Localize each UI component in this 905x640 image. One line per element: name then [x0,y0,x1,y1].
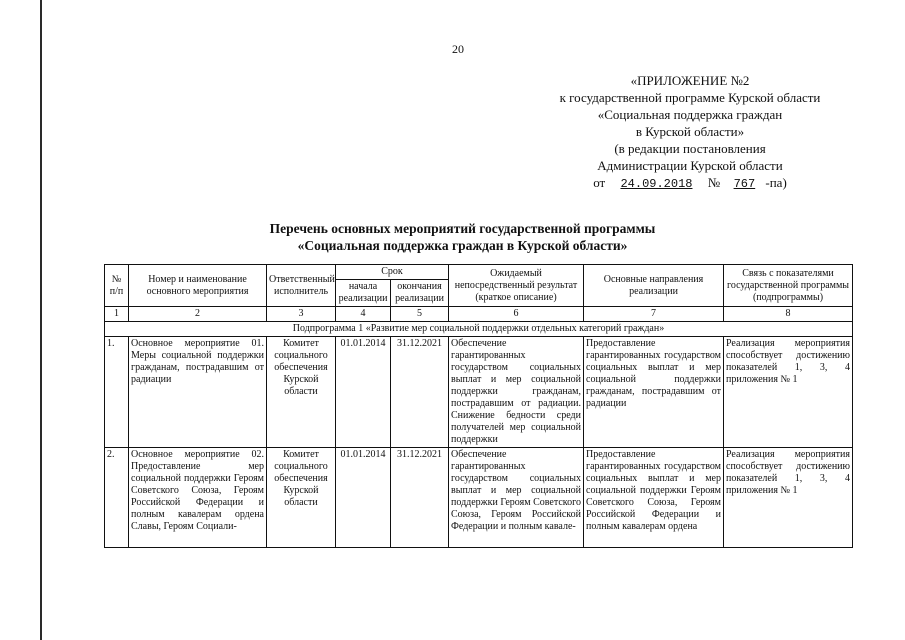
column-numbers-row [105,307,853,322]
title-line-1: Перечень основных мероприятий государственной программы [269,221,656,236]
row-expected: Обеспечение гарантированных государством социальных выплат и мер социальной поддержки Героям Советского Союза, Героям Российской Федерации и полным кавале- [449,448,584,548]
row-num: 2. [105,448,129,548]
header-name: Номер и наименование основного мероприятия [129,265,267,307]
row-name: Основное мероприятие 01. Меры социальной поддержки гражданам, пострадавшим от радиации [129,337,267,448]
appendix-line: в Курской области» [635,124,745,139]
resolution-suffix: -па) [765,175,787,190]
column-number: 8 [724,307,853,322]
table-row [105,337,853,448]
title-line-2: «Социальная поддержка граждан в Курской области» [297,238,628,253]
row-link: Реализация мероприятия способствует достижению показателей 1, 3, 4 приложения № 1 [724,448,853,548]
header-num: № п/п [105,265,129,307]
row-directions: Предоставление гарантированных государством социальных выплат и мер социальной поддержки гражданам, пострадавшим от радиации [584,337,724,448]
number-label: № [707,175,721,190]
measures-table [104,264,853,548]
column-number: 4 [336,307,391,322]
header-end: окончания реализации [391,280,449,307]
header-responsible: Ответственный исполнитель [267,265,336,307]
column-number: 7 [584,307,724,322]
resolution-number: 767 [733,177,756,191]
appendix-line: (в редакции постановления [614,141,766,156]
row-start: 01.01.2014 [336,337,391,448]
document-title [200,220,725,254]
appendix-header [540,72,840,193]
table-row [105,448,853,548]
column-number: 1 [105,307,129,322]
row-num: 1. [105,337,129,448]
binder-line [40,0,42,640]
header-directions: Основные направления реализации [584,265,724,307]
row-link: Реализация мероприятия способствует достижению показателей 1, 3, 4 приложения № 1 [724,337,853,448]
subprogram-row [105,322,853,337]
row-name: Основное мероприятие 02. Предоставление мер социальной поддержки Героям Советского Союза, Героям Российской Федерации и полным кавалерам ордена Славы, Героям Социали- [129,448,267,548]
column-number: 3 [267,307,336,322]
header-term: Срок [336,265,449,280]
column-number: 2 [129,307,267,322]
row-responsible: Комитет социального обеспечения Курской области [267,337,336,448]
resolution-date: 24.09.2018 [620,177,693,191]
appendix-line: к государственной программе Курской области [559,90,821,105]
row-end: 31.12.2021 [391,337,449,448]
row-directions: Предоставление гарантированных государством социальных выплат и мер социальной поддержки Героям Советского Союза, Героям Российской Федерации и полным кавалерам ордена [584,448,724,548]
header-expected: Ожидаемый непосредственный результат (краткое описание) [449,265,584,307]
column-number: 6 [449,307,584,322]
page-number: 20 [452,42,464,56]
header-row [105,265,853,280]
row-start: 01.01.2014 [336,448,391,548]
row-expected: Обеспечение гарантированных государством социальных выплат и мер социальной поддержки гражданам, пострадавшим от радиации. Снижение бедности среди получателей мер социальной поддержки [449,337,584,448]
appendix-line: «Социальная поддержка граждан [597,107,783,122]
row-responsible: Комитет социального обеспечения Курской области [267,448,336,548]
header-start: начала реализации [336,280,391,307]
appendix-line: Администрации Курской области [597,158,783,173]
row-end: 31.12.2021 [391,448,449,548]
subprogram-title: Подпрограмма 1 «Развитие мер социальной поддержки отдельных категорий граждан» [105,322,853,337]
from-label: от [593,175,606,190]
appendix-resolution-line [540,174,840,193]
header-link: Связь с показателями государственной программы (подпрограммы) [724,265,853,307]
appendix-line: «ПРИЛОЖЕНИЕ №2 [630,73,750,88]
column-number: 5 [391,307,449,322]
